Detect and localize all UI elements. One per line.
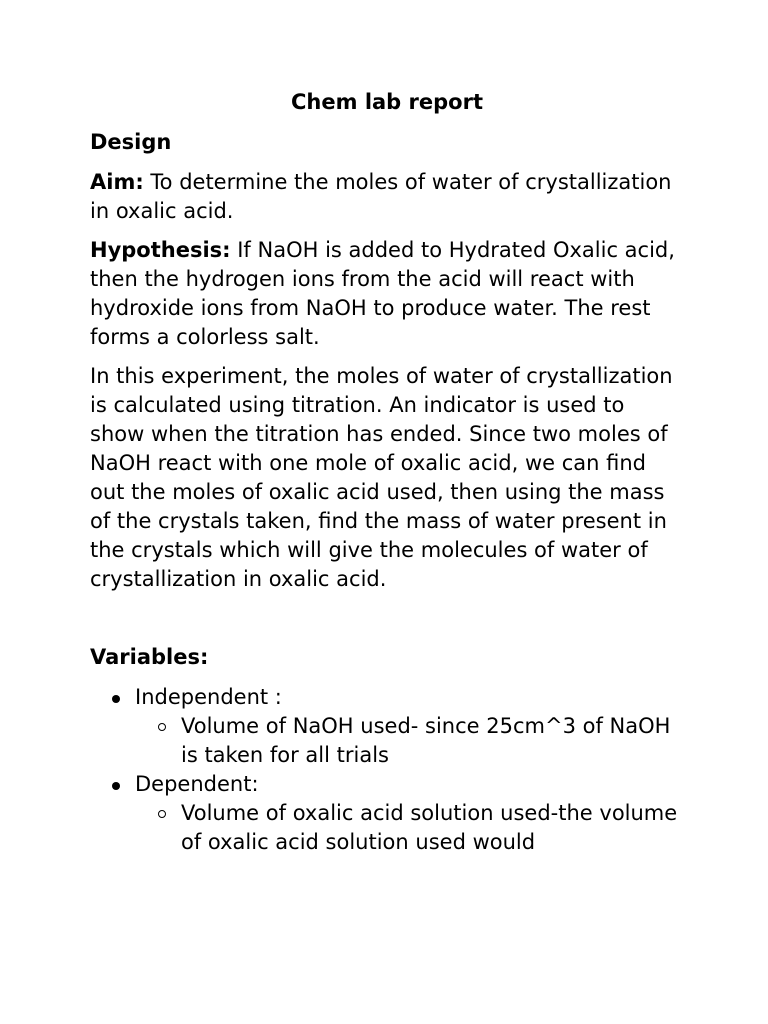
hollow-bullet-icon (158, 810, 166, 818)
aim-label: Aim: (90, 170, 144, 194)
variable-sublist (135, 712, 680, 770)
explanation-paragraph: In this experiment, the moles of water of crystallization is calculated using titration. An indicator is used to show when the titration has ended. Since two moles of NaOH react with one mole of oxalic acid, we can find out the moles of oxalic acid used, then using the mass of the crystals taken, find the mass of water present in the crystals which will give the molecules of water of crystallization in oxalic acid. (90, 364, 673, 591)
variable-item-independent (90, 683, 680, 770)
variable-subitem-text: Volume of oxalic acid solution used-the volume of oxalic acid solution used would (181, 801, 678, 854)
aim-text: To determine the moles of water of crystallization in oxalic acid. (90, 170, 672, 223)
variable-subitem-text: Volume of NaOH used- since 25cm^3 of NaOH is taken for all trials (181, 714, 671, 767)
variable-subitem (90, 712, 680, 770)
hypothesis-label: Hypothesis: (90, 238, 231, 262)
bullet-icon (112, 695, 120, 703)
bullet-icon (112, 782, 120, 790)
hollow-bullet-icon (158, 723, 166, 731)
variable-label: Independent : (135, 685, 282, 709)
variable-item-dependent (90, 770, 680, 857)
hypothesis-paragraph (90, 236, 680, 352)
hypothesis-text: If NaOH is added to Hydrated Oxalic acid, then the hydrogen ions from the acid will react with hydroxide ions from NaOH to produce water. The rest forms a colorless salt. (90, 238, 675, 349)
variables-list (90, 683, 680, 857)
section-spacer (90, 604, 680, 643)
aim-paragraph (90, 168, 680, 226)
design-heading: Design (90, 130, 172, 154)
variable-label: Dependent: (135, 772, 259, 796)
variable-subitem (90, 799, 680, 857)
variable-sublist (135, 799, 680, 857)
document-content (90, 88, 680, 857)
document-title: Chem lab report (291, 90, 483, 114)
variables-heading: Variables: (90, 645, 209, 669)
